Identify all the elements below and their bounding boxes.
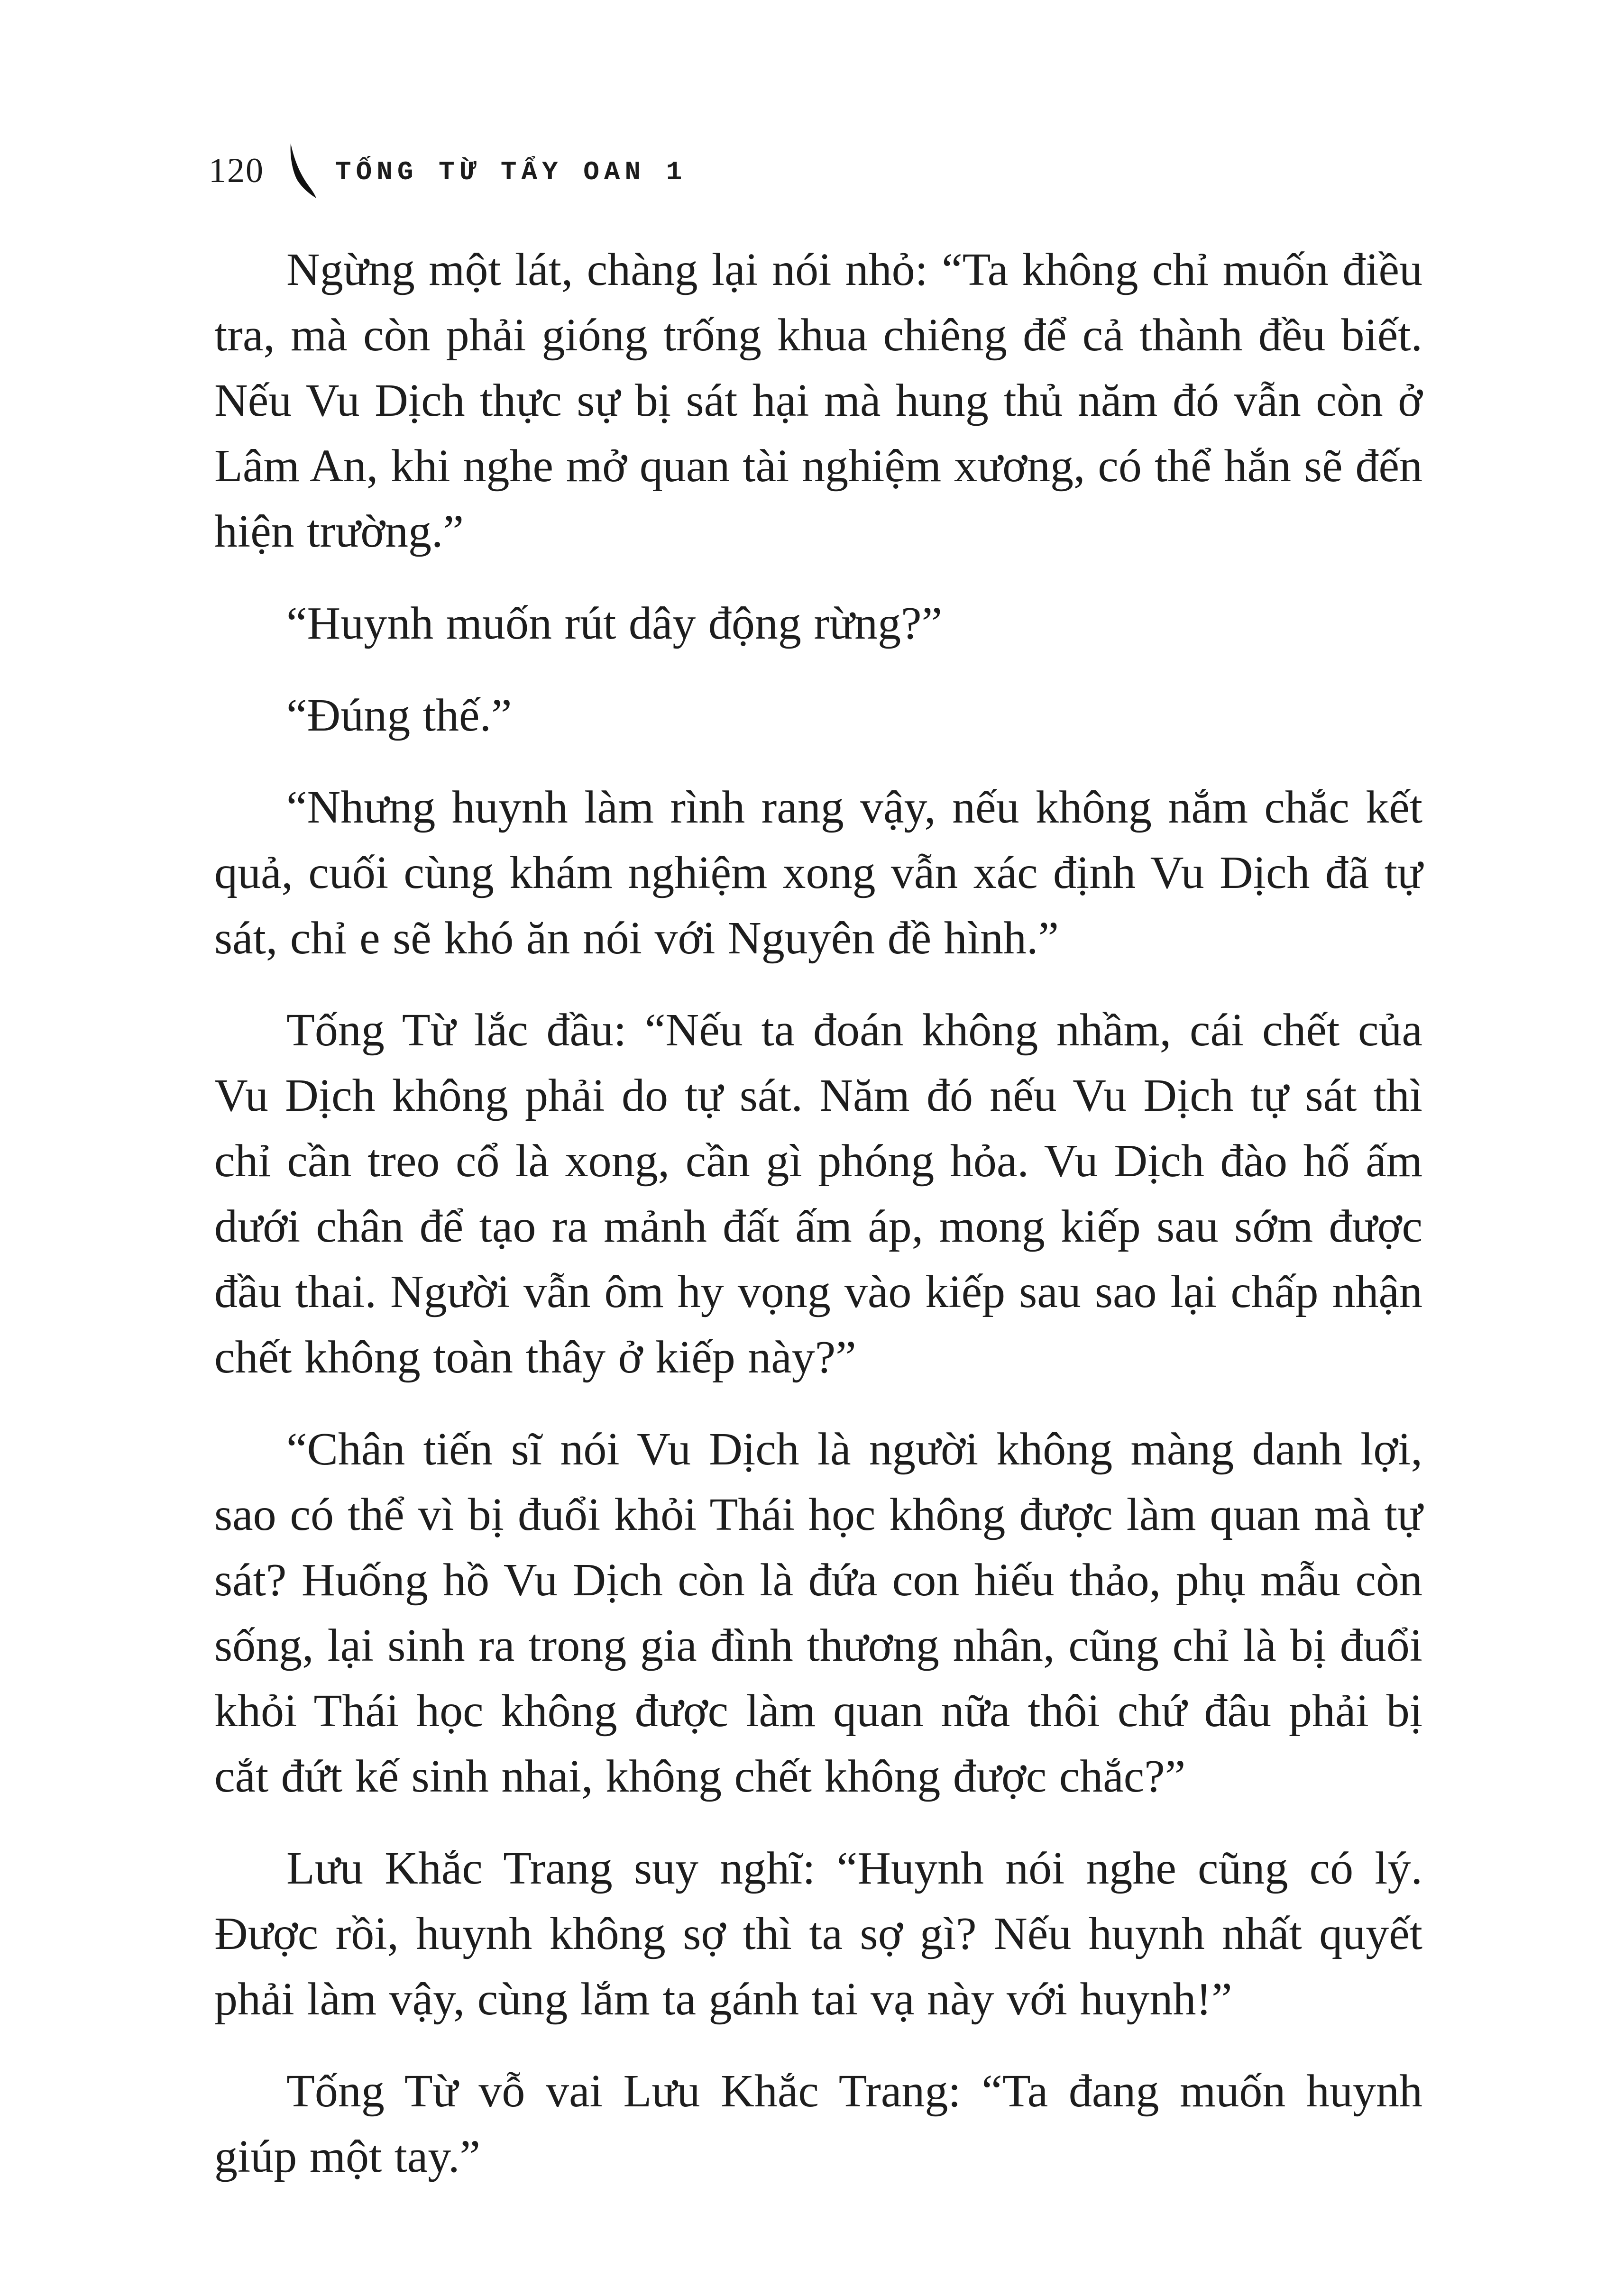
body-text [214,237,1422,2216]
body-paragraph: “Chân tiến sĩ nói Vu Dịch là người không màng danh lợi, sao có thể vì bị đuổi khỏi Thái học không được làm quan mà tự sát? Huống hồ Vu Dịch còn là đứa con hiếu thảo, phụ mẫu còn sống, lại sinh ra trong gia đình thương nhân, cũng chỉ là bị đuổi khỏi Thái học không được làm quan nữa thôi chứ đâu phải bị cắt đứt kế sinh nhai, không chết không được chắc?” [214,1424,1422,1802]
page-number: 120 [209,151,264,190]
body-paragraph: Tống Từ lắc đầu: “Nếu ta đoán không nhầm, cái chết của Vu Dịch không phải do tự sát. Năm đó nếu Vu Dịch tự sát thì chỉ cần treo cổ là xong, cần gì phóng hỏa. Vu Dịch đào hố ấm dưới chân để tạo ra mảnh đất ấm áp, mong kiếp sau sớm được đầu thai. Người vẫn ôm hy vọng vào kiếp sau sao lại chấp nhận chết không toàn thây ở kiếp này?” [214,1005,1422,1383]
running-title: TỐNG TỪ TẨY OAN 1 [335,157,687,187]
body-paragraph: Ngừng một lát, chàng lại nói nhỏ: “Ta không chỉ muốn điều tra, mà còn phải gióng trống khua chiêng để cả thành đều biết. Nếu Vu Dịch thực sự bị sát hại mà hung thủ năm đó vẫn còn ở Lâm An, khi nghe mở quan tài nghiệm xương, có thể hắn sẽ đến hiện trường.” [214,244,1422,557]
body-paragraph: Lưu Khắc Trang suy nghĩ: “Huynh nói nghe cũng có lý. Được rồi, huynh không sợ thì ta sợ gì? Nếu huynh nhất quyết phải làm vậy, cùng lắm ta gánh tai vạ này với huynh!” [214,1843,1422,2025]
body-paragraph: Tống Từ vỗ vai Lưu Khắc Trang: “Ta đang muốn huynh giúp một tay.” [214,2066,1422,2182]
body-paragraph: “Huynh muốn rút dây động rừng?” [286,598,943,649]
body-paragraph: “Đúng thế.” [286,690,512,741]
body-paragraph: “Nhưng huynh làm rình rang vậy, nếu không nắm chắc kết quả, cuối cùng khám nghiệm xong vẫn xác định Vu Dịch đã tự sát, chỉ e sẽ khó ăn nói với Nguyên đề hình.” [214,782,1422,964]
brush-stroke-icon [284,142,317,199]
running-header [209,142,687,199]
